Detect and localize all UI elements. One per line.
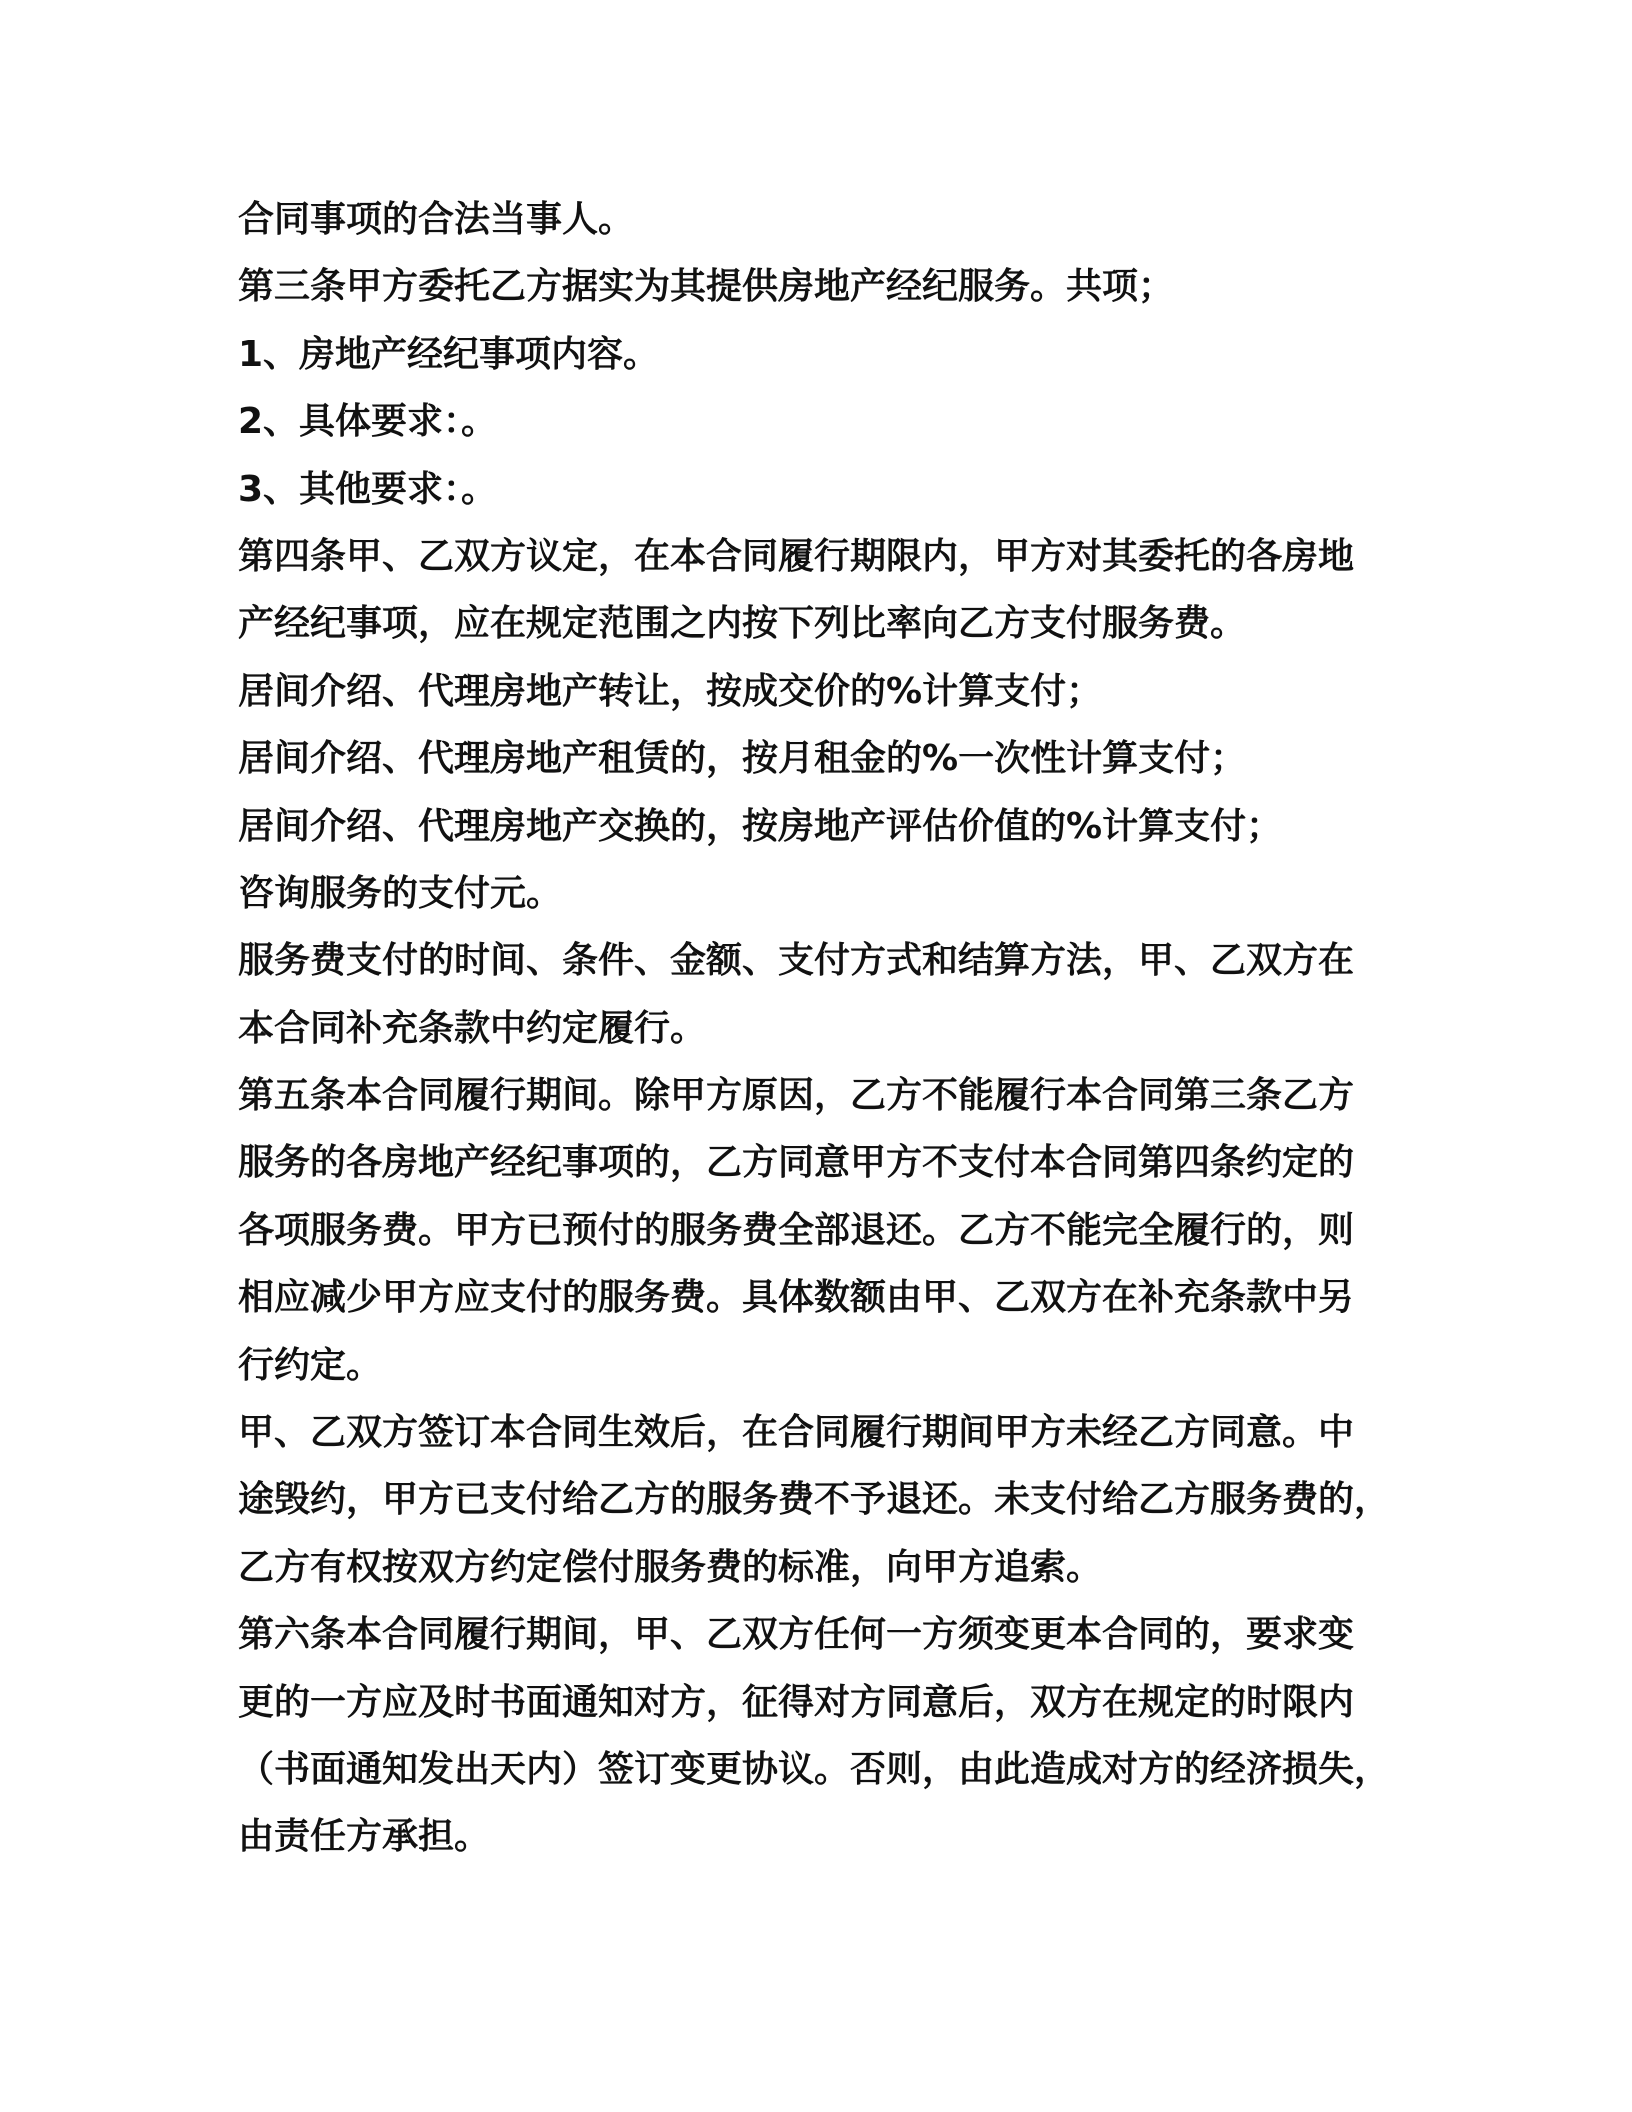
text-line: 更的一方应及时书面通知对方，征得对方同意后，双方在规定的时限内	[238, 1681, 1355, 1723]
text-line: 第三条甲方委托乙方据实为其提供房地产经纪服务。共项；	[238, 266, 1175, 308]
text-line: 服务费支付的时间、条件、金额、支付方式和结算方法，甲、乙双方在	[238, 940, 1355, 982]
text-line: 乙方有权按双方约定偿付服务费的标准，向甲方追索。	[238, 1546, 1103, 1588]
text-line: 由责任方承担。	[238, 1816, 491, 1858]
text-line: （书面通知发出天内）签订变更协议。否则，由此造成对方的经济损失，	[238, 1748, 1391, 1790]
text-line: 3、其他要求：。	[238, 468, 498, 510]
text-line: 居间介绍、代理房地产交换的，按房地产评估价值的%计算支付；	[238, 805, 1283, 847]
text-line: 甲、乙双方签订本合同生效后，在合同履行期间甲方未经乙方同意。中	[238, 1412, 1355, 1454]
text-line: 各项服务费。甲方已预付的服务费全部退还。乙方不能完全履行的，则	[238, 1209, 1355, 1251]
text-line: 本合同补充条款中约定履行。	[238, 1007, 707, 1049]
text-line: 1、房地产经纪事项内容。	[238, 333, 660, 375]
text-line: 居间介绍、代理房地产租赁的，按月租金的%一次性计算支付；	[238, 738, 1247, 780]
text-line: 第四条甲、乙双方议定，在本合同履行期限内，甲方对其委托的各房地	[238, 535, 1355, 577]
text-line: 途毁约，甲方已支付给乙方的服务费不予退还。未支付给乙方服务费的，	[238, 1479, 1391, 1521]
document-body	[238, 186, 1398, 1871]
text-line: 咨询服务的支付元。	[238, 872, 563, 914]
text-line: 行约定。	[238, 1344, 383, 1386]
text-line: 产经纪事项，应在规定范围之内按下列比率向乙方支付服务费。	[238, 603, 1247, 645]
text-line: 合同事项的合法当事人。	[238, 199, 635, 240]
text-line: 服务的各房地产经纪事项的，乙方同意甲方不支付本合同第四条约定的	[238, 1142, 1355, 1184]
text-line: 第五条本合同履行期间。除甲方原因，乙方不能履行本合同第三条乙方	[238, 1075, 1355, 1117]
text-line: 第六条本合同履行期间，甲、乙双方任何一方须变更本合同的，要求变	[238, 1614, 1355, 1656]
text-line: 2、具体要求：。	[238, 401, 498, 443]
text-line: 相应减少甲方应支付的服务费。具体数额由甲、乙双方在补充条款中另	[238, 1277, 1355, 1319]
text-line: 居间介绍、代理房地产转让，按成交价的%计算支付；	[238, 670, 1103, 712]
